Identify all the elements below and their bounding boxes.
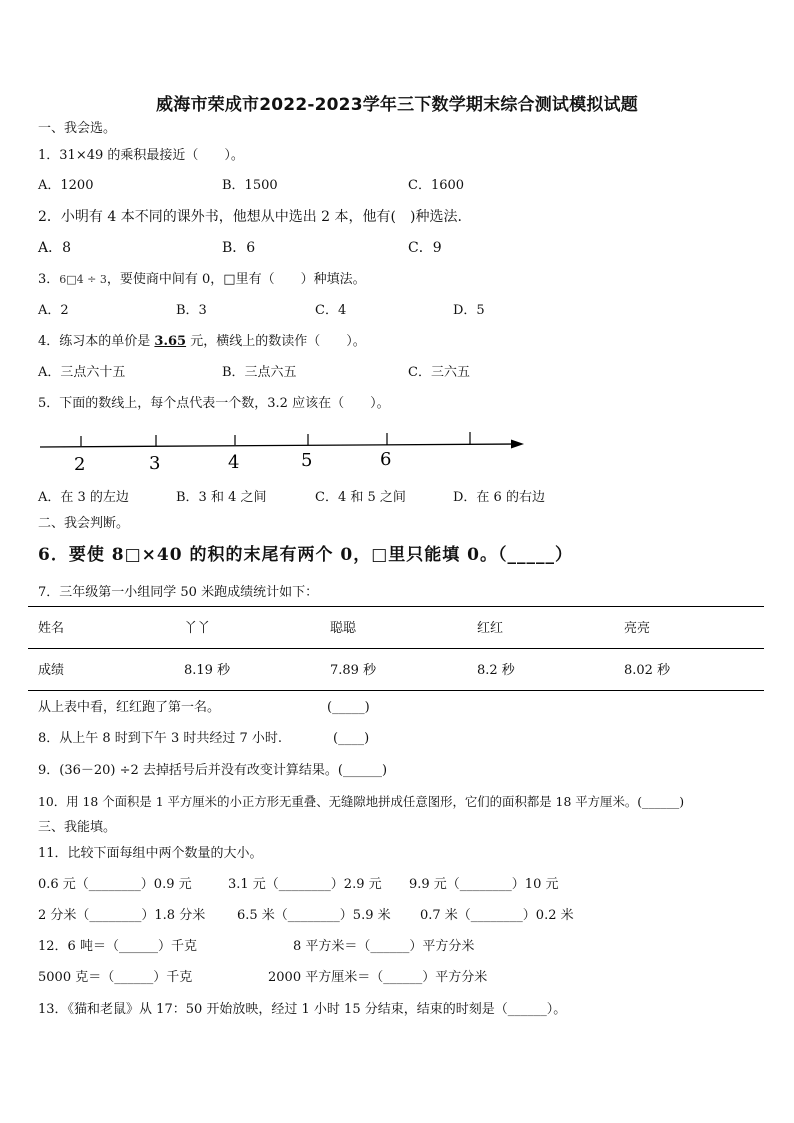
- tick-label: 2: [74, 454, 86, 475]
- q11-compare-item: 6.5 米（________）5.9 米: [237, 908, 391, 923]
- q3-option-c: C．4: [315, 303, 347, 318]
- q3-option-a: A．2: [38, 303, 69, 318]
- q7-statement: 从上表中看，红红跑了第一名。: [38, 700, 221, 715]
- q4-option-a: A．三点六十五: [38, 365, 126, 380]
- q11-compare-item: 0.7 米（________）0.2 米: [420, 908, 574, 923]
- question-2-stem: 2．小明有 4 本不同的课外书，他想从中选出 2 本，他有( )种选法.: [38, 209, 462, 225]
- q1-option-c: C．1600: [408, 178, 465, 193]
- q12-item: 12．6 吨＝（______）千克: [38, 939, 197, 954]
- question-5-stem: 5．下面的数线上，每个点代表一个数，3.2 应该在（ ）。: [38, 396, 390, 411]
- question-13-stem: 13．《猫和老鼠》从 17：50 开始放映，经过 1 小时 15 分结束，结束的时刻是（______）。: [38, 1002, 567, 1017]
- question-4-stem: [38, 334, 366, 350]
- question-10-stem: 10．用 18 个面积是 1 平方厘米的小正方形无重叠、无缝隙地拼成任意图形，它们的面积都是 18 平方厘米。(______): [38, 794, 685, 809]
- table-cell: 成绩: [38, 663, 65, 678]
- number-line-axis: [40, 444, 516, 447]
- table-header-cell: 聪聪: [330, 621, 357, 636]
- q2-option-b: B．6: [222, 240, 256, 256]
- question-3-stem: [38, 272, 366, 288]
- tick-label: 5: [301, 450, 313, 471]
- q12-item: 8 平方米＝（______）平方分米: [293, 939, 475, 954]
- table-rule-middle: [28, 648, 764, 649]
- q4-option-b: B．三点六五: [222, 365, 297, 380]
- question-8-stem: 8．从上午 8 时到下午 3 时共经过 7 小时.: [38, 731, 283, 746]
- q3-text: ，要使商中间有 0，□里有（ ）种填法。: [106, 272, 366, 287]
- tick-label: 3: [149, 453, 161, 474]
- q3-number: 3．: [38, 272, 60, 287]
- q11-compare-item: 2 分米（________）1.8 分米: [38, 908, 206, 923]
- q5-option-b: B．3 和 4 之间: [176, 490, 267, 505]
- table-header-cell: 亮亮: [624, 621, 651, 636]
- section-heading: 三、我能填。: [38, 820, 117, 835]
- tick-label: 4: [228, 452, 240, 473]
- q1-option-b: B．1500: [222, 178, 278, 193]
- table-rule-top: [28, 606, 764, 607]
- q8-answer-blank: (____): [333, 731, 370, 746]
- tick-label: 6: [380, 449, 392, 470]
- q11-compare-item: 0.6 元（________）0.9 元: [38, 877, 192, 892]
- q12-item: 2000 平方厘米＝（______）平方分米: [268, 970, 488, 985]
- q2-option-c: C．9: [408, 240, 442, 256]
- q4-price: 3.65: [154, 334, 187, 349]
- page-title: 威海市荣成市2022-2023学年三下数学期末综合测试模拟试题: [156, 95, 638, 115]
- table-cell: 8.19 秒: [184, 663, 231, 678]
- q4-option-c: C．三六五: [408, 365, 470, 380]
- question-6-stem: 6．要使 8□×40 的积的末尾有两个 0，□里只能填 0。（_____）: [38, 545, 574, 565]
- q3-formula: 6□4 ÷ 3: [59, 273, 107, 286]
- question-9-stem: 9．(36－20) ÷2 去掉括号后并没有改变计算结果。(______): [38, 763, 388, 778]
- q3-option-d: D．5: [453, 303, 485, 318]
- q12-item: 5000 克＝（______）千克: [38, 970, 193, 985]
- q4-text-b: 元，横线上的数读作（ ）。: [186, 334, 366, 349]
- question-7-stem: 7．三年级第一小组同学 50 米跑成绩统计如下：: [38, 585, 319, 600]
- q11-compare-item: 3.1 元（________）2.9 元: [228, 877, 382, 892]
- section-heading: 一、我会选。: [38, 121, 117, 136]
- q5-option-a: A．在 3 的左边: [38, 490, 129, 505]
- q7-answer-blank: (_____): [327, 700, 370, 715]
- table-cell: 8.02 秒: [624, 663, 671, 678]
- section-heading: 二、我会判断。: [38, 516, 130, 531]
- q1-option-a: A．1200: [38, 178, 94, 193]
- table-header-cell: 丫丫: [184, 621, 211, 636]
- q2-option-a: A．8: [38, 240, 72, 256]
- q5-option-c: C．4 和 5 之间: [315, 490, 406, 505]
- q11-compare-item: 9.9 元（________）10 元: [409, 877, 559, 892]
- table-cell: 8.2 秒: [477, 663, 515, 678]
- q3-option-b: B．3: [176, 303, 207, 318]
- table-cell: 7.89 秒: [330, 663, 377, 678]
- table-rule-bottom: [28, 690, 764, 691]
- q5-option-d: D．在 6 的右边: [453, 490, 545, 505]
- number-line: [38, 425, 530, 477]
- table-header-cell: 姓名: [38, 621, 65, 636]
- table-header-cell: 红红: [477, 621, 504, 636]
- number-line-arrow: [511, 440, 524, 449]
- question-1-stem: 1．31×49 的乘积最接近（ ）。: [38, 148, 244, 163]
- question-11-stem: 11．比较下面每组中两个数量的大小。: [38, 846, 263, 861]
- q4-text-a: 4．练习本的单价是: [38, 334, 155, 349]
